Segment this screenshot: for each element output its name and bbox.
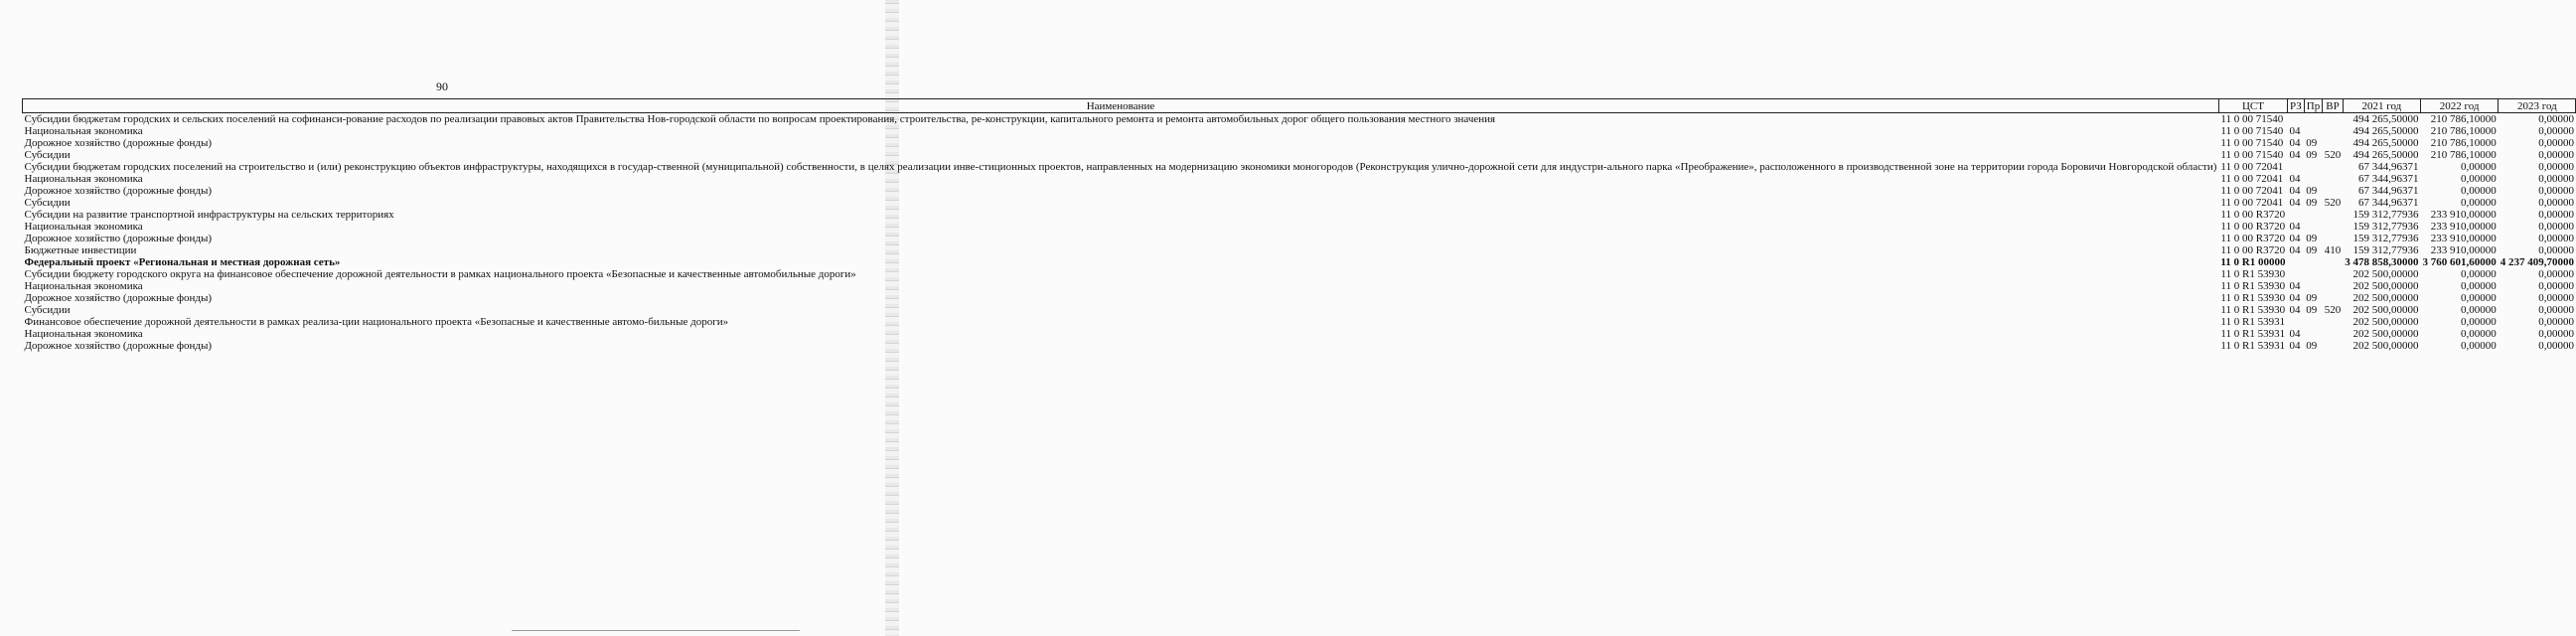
table-row [23, 256, 2576, 268]
vr-cell [2323, 340, 2344, 352]
value-2023-cell: 0,00000 [2538, 137, 2574, 149]
value-2023-cell: 0,00000 [2538, 328, 2574, 340]
value-2021-cell: 202 500,00000 [2352, 340, 2419, 352]
rz-cell: 04 [2289, 149, 2301, 161]
page-number: 90 [436, 80, 448, 93]
table-row [23, 328, 2576, 340]
header-vr: ВР [2323, 99, 2344, 113]
rz-cell: 04 [2289, 280, 2301, 292]
table-row [23, 340, 2576, 352]
value-2023-cell: 0,00000 [2538, 304, 2574, 316]
value-2021-cell: 202 500,00000 [2352, 268, 2419, 280]
table-row [23, 268, 2576, 280]
table-row [23, 173, 2576, 185]
name-cell: Дорожное хозяйство (дорожные фонды) [24, 233, 213, 244]
pr-cell: 09 [2306, 292, 2318, 304]
value-2023-cell: 0,00000 [2538, 316, 2574, 328]
table-row [23, 304, 2576, 316]
cst-cell: 11 0 R1 53931 [2220, 316, 2286, 328]
pr-cell [2304, 268, 2322, 280]
value-2022-cell: 0,00000 [2460, 292, 2497, 304]
header-pr: Пр [2304, 99, 2322, 113]
header-name: Наименование [23, 99, 2219, 113]
name-cell: Дорожное хозяйство (дорожные фонды) [24, 185, 213, 197]
pr-cell [2304, 209, 2322, 221]
cst-cell: 11 0 00 72041 [2220, 185, 2284, 197]
value-2023-cell: 0,00000 [2538, 221, 2574, 233]
rz-cell: 04 [2289, 221, 2301, 233]
value-2021-cell: 494 265,50000 [2352, 137, 2419, 149]
value-2022-cell: 210 786,10000 [2430, 113, 2497, 125]
pr-cell [2304, 173, 2322, 185]
name-cell: Дорожное хозяйство (дорожные фонды) [24, 340, 213, 352]
value-2022-cell: 3 760 601,60000 [2422, 256, 2497, 268]
name-cell: Федеральный проект «Региональная и местная дорожная сеть» [24, 256, 341, 268]
value-2022-cell: 0,00000 [2460, 268, 2497, 280]
name-cell: Бюджетные инвестиции [24, 244, 137, 256]
name-cell: Национальная экономика [24, 280, 143, 292]
pr-cell [2304, 328, 2322, 340]
value-2022-cell: 210 786,10000 [2430, 149, 2497, 161]
rz-cell [2288, 113, 2305, 126]
value-2022-cell: 0,00000 [2460, 161, 2497, 173]
vr-cell [2323, 292, 2344, 304]
pr-cell [2304, 125, 2322, 137]
name-cell: Национальная экономика [24, 328, 143, 340]
value-2023-cell: 0,00000 [2538, 280, 2574, 292]
vr-cell [2323, 185, 2344, 197]
pr-cell [2304, 316, 2322, 328]
name-cell: Субсидии [24, 197, 71, 209]
value-2022-cell: 0,00000 [2460, 304, 2497, 316]
vr-cell [2323, 221, 2344, 233]
name-cell: Национальная экономика [24, 221, 143, 233]
value-2021-cell: 67 344,96371 [2357, 185, 2419, 197]
rz-cell: 04 [2289, 304, 2301, 316]
value-2023-cell: 0,00000 [2538, 125, 2574, 137]
rz-cell: 04 [2289, 197, 2301, 209]
value-2021-cell: 159 312,77936 [2352, 233, 2419, 244]
rz-cell: 04 [2289, 328, 2301, 340]
value-2022-cell: 0,00000 [2460, 173, 2497, 185]
value-2021-cell: 494 265,50000 [2352, 149, 2419, 161]
value-2023-cell: 4 237 409,70000 [2500, 256, 2574, 268]
value-2023-cell: 0,00000 [2538, 161, 2574, 173]
vr-cell [2323, 316, 2344, 328]
value-2022-cell: 210 786,10000 [2430, 125, 2497, 137]
value-2022-cell: 0,00000 [2460, 328, 2497, 340]
rz-cell: 04 [2289, 125, 2301, 137]
table-row [23, 280, 2576, 292]
rz-cell: 04 [2289, 173, 2301, 185]
value-2022-cell: 233 910,00000 [2430, 233, 2497, 244]
table-row [23, 209, 2576, 221]
vr-cell [2323, 113, 2344, 126]
name-cell: Дорожное хозяйство (дорожные фонды) [24, 292, 213, 304]
value-2022-cell: 0,00000 [2460, 197, 2497, 209]
name-cell: Дорожное хозяйство (дорожные фонды) [24, 137, 213, 149]
name-cell: Национальная экономика [24, 125, 143, 137]
cst-cell: 11 0 00 71540 [2220, 149, 2284, 161]
pr-cell: 09 [2306, 197, 2318, 209]
cst-cell: 11 0 00 72041 [2220, 197, 2284, 209]
pr-cell [2304, 280, 2322, 292]
vr-cell [2323, 256, 2344, 268]
table-row [23, 125, 2576, 137]
value-2021-cell: 202 500,00000 [2352, 304, 2419, 316]
vr-cell: 520 [2324, 304, 2342, 316]
footer-rule [512, 630, 800, 631]
pr-cell: 09 [2306, 137, 2318, 149]
table-row [23, 233, 2576, 244]
pr-cell: 09 [2306, 340, 2318, 352]
name-cell: Национальная экономика [24, 173, 143, 185]
value-2021-cell: 494 265,50000 [2352, 125, 2419, 137]
table-row [23, 185, 2576, 197]
value-2022-cell: 233 910,00000 [2430, 221, 2497, 233]
value-2021-cell: 159 312,77936 [2352, 221, 2419, 233]
cst-cell: 11 0 00 R3720 [2220, 209, 2286, 221]
value-2021-cell: 67 344,96371 [2357, 173, 2419, 185]
header-2023: 2023 год [2499, 99, 2576, 113]
value-2022-cell: 0,00000 [2460, 340, 2497, 352]
pr-cell: 09 [2306, 304, 2318, 316]
name-cell: Финансовое обеспечение дорожной деятельности в рамках реализа-ции национального проекта «Безопасные и качественные автомо-бильные дороги» [24, 316, 729, 328]
table-row [23, 292, 2576, 304]
pr-cell [2304, 221, 2322, 233]
value-2023-cell: 0,00000 [2538, 149, 2574, 161]
name-cell: Субсидии бюджетам городских и сельских поселений на софинанси-рование расходов по реализации правовых актов Правительства Нов-городской области по вопросам проектирования, строительства, ре-конструкции, капитального ремонта и ремонта автомобильных дорог общего пользования местного значения [24, 113, 1496, 125]
table-row [23, 316, 2576, 328]
name-cell: Субсидии на развитие транспортной инфраструктуры на сельских территориях [24, 209, 394, 221]
value-2022-cell: 0,00000 [2460, 280, 2497, 292]
cst-cell: 11 0 00 R3720 [2220, 221, 2286, 233]
value-2022-cell: 210 786,10000 [2430, 137, 2497, 149]
value-2023-cell: 0,00000 [2538, 197, 2574, 209]
value-2023-cell: 0,00000 [2538, 340, 2574, 352]
table-row [23, 113, 2576, 126]
table-row [23, 137, 2576, 149]
vr-cell: 410 [2324, 244, 2342, 256]
value-2021-cell: 202 500,00000 [2352, 328, 2419, 340]
cst-cell: 11 0 00 72041 [2220, 173, 2284, 185]
pr-cell: 09 [2306, 185, 2318, 197]
pr-cell: 09 [2306, 244, 2318, 256]
rz-cell [2288, 316, 2305, 328]
vr-cell [2323, 280, 2344, 292]
cst-cell: 11 0 R1 00000 [2220, 256, 2286, 268]
cst-cell: 11 0 00 R3720 [2220, 244, 2286, 256]
value-2021-cell: 494 265,50000 [2352, 113, 2419, 125]
value-2023-cell: 0,00000 [2538, 244, 2574, 256]
table-row [23, 161, 2576, 173]
value-2021-cell: 3 478 858,30000 [2345, 256, 2419, 268]
pr-cell [2304, 256, 2322, 268]
vr-cell [2323, 209, 2344, 221]
rz-cell: 04 [2289, 137, 2301, 149]
rz-cell: 04 [2289, 244, 2301, 256]
cst-cell: 11 0 00 72041 [2220, 161, 2284, 173]
value-2023-cell: 0,00000 [2538, 173, 2574, 185]
vr-cell [2323, 173, 2344, 185]
vr-cell [2323, 233, 2344, 244]
value-2021-cell: 202 500,00000 [2352, 316, 2419, 328]
budget-table [22, 98, 2576, 352]
table-row [23, 149, 2576, 161]
cst-cell: 11 0 00 71540 [2220, 125, 2284, 137]
value-2022-cell: 0,00000 [2460, 185, 2497, 197]
value-2022-cell: 233 910,00000 [2430, 244, 2497, 256]
rz-cell [2288, 161, 2305, 173]
value-2023-cell: 0,00000 [2538, 292, 2574, 304]
value-2021-cell: 159 312,77936 [2352, 244, 2419, 256]
cst-cell: 11 0 R1 53930 [2220, 304, 2286, 316]
cst-cell: 11 0 R1 53931 [2220, 340, 2286, 352]
rz-cell [2288, 256, 2305, 268]
pr-cell [2304, 161, 2322, 173]
header-2021: 2021 год [2343, 99, 2420, 113]
value-2021-cell: 67 344,96371 [2357, 161, 2419, 173]
rz-cell: 04 [2289, 185, 2301, 197]
rz-cell [2288, 209, 2305, 221]
value-2021-cell: 159 312,77936 [2352, 209, 2419, 221]
rz-cell: 04 [2289, 233, 2301, 244]
vr-cell [2323, 137, 2344, 149]
value-2023-cell: 0,00000 [2538, 268, 2574, 280]
table-body [23, 113, 2576, 353]
value-2023-cell: 0,00000 [2538, 233, 2574, 244]
cst-cell: 11 0 00 R3720 [2220, 233, 2286, 244]
cst-cell: 11 0 R1 53931 [2220, 328, 2286, 340]
header-2022: 2022 год [2420, 99, 2498, 113]
cst-cell: 11 0 00 71540 [2220, 137, 2284, 149]
name-cell: Субсидии бюджету городского округа на финансовое обеспечение дорожной деятельности в рамках национального проекта «Безопасные и качественные автомобильные дороги» [24, 268, 856, 280]
rz-cell: 04 [2289, 340, 2301, 352]
value-2021-cell: 202 500,00000 [2352, 280, 2419, 292]
header-rz: РЗ [2288, 99, 2305, 113]
cst-cell: 11 0 00 71540 [2220, 113, 2284, 125]
cst-cell: 11 0 R1 53930 [2220, 268, 2286, 280]
cst-cell: 11 0 R1 53930 [2220, 292, 2286, 304]
rz-cell [2288, 268, 2305, 280]
header-cst: ЦСТ [2218, 99, 2287, 113]
vr-cell [2323, 268, 2344, 280]
pr-cell: 09 [2306, 149, 2318, 161]
name-cell: Субсидии [24, 304, 71, 316]
table-row [23, 221, 2576, 233]
table-header [23, 99, 2576, 113]
vr-cell: 520 [2324, 149, 2342, 161]
table-row [23, 197, 2576, 209]
value-2022-cell: 0,00000 [2460, 316, 2497, 328]
value-2022-cell: 233 910,00000 [2430, 209, 2497, 221]
name-cell: Субсидии бюджетам городских поселений на строительство и (или) реконструкцию объектов инфраструктуры, находящихся в государ-ственной (муниципальной) собственности, в целях реализации инве-стиционных проектов, направленных на модернизацию экономики моногородов (Реконструкция улично-дорожной сети для индустри-ального парка «Преображение», расположенного в производственной зоне на территории города Боровичи Новгородской области) [24, 161, 2217, 173]
rz-cell: 04 [2289, 292, 2301, 304]
vr-cell [2323, 161, 2344, 173]
value-2023-cell: 0,00000 [2538, 185, 2574, 197]
pr-cell [2304, 113, 2322, 126]
value-2021-cell: 202 500,00000 [2352, 292, 2419, 304]
vr-cell [2323, 125, 2344, 137]
pr-cell: 09 [2306, 233, 2318, 244]
value-2021-cell: 67 344,96371 [2357, 197, 2419, 209]
vr-cell: 520 [2324, 197, 2342, 209]
name-cell: Субсидии [24, 149, 71, 161]
vr-cell [2323, 328, 2344, 340]
value-2023-cell: 0,00000 [2538, 113, 2574, 125]
table-row [23, 244, 2576, 256]
value-2023-cell: 0,00000 [2538, 209, 2574, 221]
cst-cell: 11 0 R1 53930 [2220, 280, 2286, 292]
